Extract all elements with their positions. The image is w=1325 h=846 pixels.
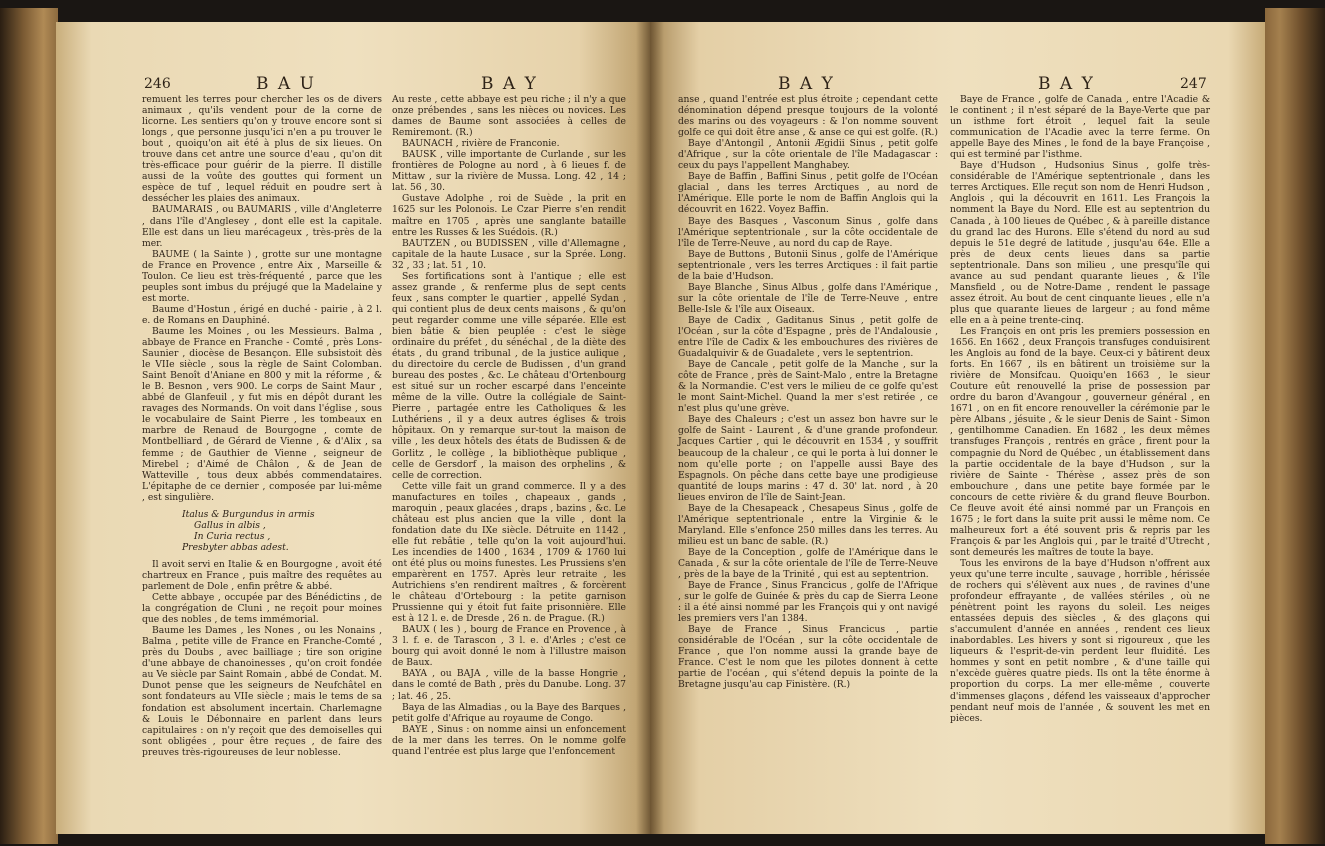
entry-baya-almadias: Baya de las Almadias , ou la Baye des Barques , petit golfe d'Afrique au royaume de Congo. — [392, 701, 626, 724]
left-column-b-head: B A Y — [481, 74, 538, 94]
entry-cadix: Baye de Cadix , Gaditanus Sinus , petit golfe de l'Océan , sur la côte d'Espagne , près de l'Andalousie , entre l'île de Cadix & les embouchures des rivières de Guadalquivir & de Guadalete , vers le septentrion. — [678, 314, 938, 360]
entry-baunach: BAUNACH , rivière de Franconie. — [402, 138, 560, 150]
entry-france-afrique: Baye de France , Sinus Francicus , golfe de l'Afrique , sur le golfe de Guinée & près du cap de Sierra Leone : il a été ainsi nommé par les François qui y ont navigé les premiers vers l'an 1384. — [678, 580, 938, 625]
entry-blanche: Baye Blanche , Sinus Albus , golfe dans l'Amérique , sur la côte orientale de l'île de Terre-Neuve , entre Belle-Isle & l'île aux Oiseaux. — [678, 281, 938, 315]
entry-france-canada: Baye de France , golfe de Canada , entre l'Acadie & le continent ; il n'est séparé de la Baye-Verte que par un isthme fort étroit , lequel fait la seule communication de l'Acadie avec la terre ferme. On appelle Baye des Mines , le fond de la baye Françoise , qui est terminé par l'isthme. — [950, 94, 1210, 161]
paragraph: Au reste , cette abbaye est peu riche ; il n'y a que onze prébendes , sans les nièces ou novices. Les dames de Baume sont associées à celles de Remiremont. (R.) — [392, 94, 626, 139]
right-running-head-b: B A Y — [1038, 74, 1095, 94]
epitaph-line: Italus & Burgundus in armis — [182, 508, 315, 520]
paragraph: Il avoit servi en Italie & en Bourgogne , avoit été chartreux en France , puis maître des requêtes au parlement de Dole , enfin prêtre & abbé. — [142, 558, 382, 593]
entry-buttons: Baye de Buttons , Butonii Sinus , golfe de l'Amérique septentrionale , vers les terres Arctiques : il fait partie de la baie d'Hudson. — [678, 248, 938, 282]
entry-chaleurs: Baye des Chaleurs ; c'est un assez bon havre sur le golfe de Saint - Laurent , & d'une grande profondeur. Jacques Cartier , qui le découvrit en 1534 , y souffrit beaucoup de la chaleur , ce qui le porta à lui donner le nom qu'elle porte ; on l'appelle aussi Baye des Espagnols. On pêche dans cette baye une prodigieuse quantité de loups marins : 47 d. 30' lat. nord , à 20 lieues environ de l'île de Saint-Jean. — [678, 414, 938, 503]
entry-baume-hostun: Baume d'Hostun , érigé en duché - pairie , à 2 l. e. de Romans en Dauphiné. — [142, 303, 382, 326]
entry-cancale: Baye de Cancale , petit golfe de la Manche , sur la côte de France , près de Saint-Malo , entre la Bretagne & la Normandie. C'est vers le milieu de ce golfe qu'est le mont Saint-Michel. Quand la mer s'est retirée , ce n'est plus qu'une grève. — [678, 359, 938, 415]
entry-baume-sainte: BAUME ( la Sainte ) , grotte sur une montagne de France en Provence , entre Aix , Marseille & Toulon. Ce lieu est très-fréquenté , parce que les peuples sont imbus du préjugé que la Madelaine y est morte. — [142, 248, 382, 304]
paragraph: Gustave Adolphe , roi de Suède , la prit en 1625 sur les Polonois. Le Czar Pierre s'en rendit maître en 1705 , après une sanglante bataille entre les Russes & les Suédois. (R.) — [392, 193, 626, 238]
left-running-head: B A U — [256, 74, 316, 94]
entry-baume-moines: Baume les Moines , ou les Messieurs. Balma , abbaye de France en Franche - Comté , près Lons-Saunier , diocèse de Besançon. Elle subsistoit dès le VIIe siècle , sous la règle de Saint Colomban. Saint Benoît d'Aniane en 800 y mit la réforme , & le B. Besnon , vers 900. Le corps de Saint Maur , abbé de Glanfeuil , y fut mis en dépôt durant les ravages des Normands. On voit dans l'église , sous le vocabulaire de Saint Pierre , les tombeaux en marbre de Renaud de Bourgogne , comte de Montbelliard , de Gérard de Vienne , & d'Alix , sa femme ; de Gauthier de Vienne , seigneur de Mirebel ; d'Aimé de Châlon , & de Jean de Watteville , tous deux abbés commendataires. L'épitaphe de ce dernier , composée par lui-même , est singulière. — [142, 325, 382, 503]
epitaph-line: Presbyter abbas adest. — [182, 541, 289, 553]
right-page-number: 247 — [1180, 76, 1207, 92]
paragraph: Les François en ont pris les premiers possession en 1656. En 1662 , deux François transfuges conduisirent les Anglois au fond de la baye. Ceux-ci y bâtirent deux forts. En 1667 , ils en bâtirent un troisième sur la rivière de Monsifcau. Quoiqu'en 1663 , le sieur Couture eût renouvellé la prise de possession par ordre du baron d'Avangour , gouverneur général , en 1671 , on en fit encore renouveller la cérémonie par le père Albans , jésuite , & le sieur Denis de Saint - Simon , gentilhomme Canadien. En 1682 , les deux mêmes transfuges François , rentrés en grâce , firent pour la compagnie du Nord de Québec , un établissement dans la partie occidentale de la baye d'Hudson , sur la rivière de Sainte - Thérèse , assez près de son embouchure , dans une petite baye formée par le concours de cette rivière & du grand fleuve Bourbon. Ce fleuve avoit été ainsi nommé par un François en 1675 ; le fort dans la suite prit aussi le même nom. Ce malheureux fort a été souvent pris & repris par les François & par les Anglois qui , par le traité d'Utrecht , sont demeurés les maîtres de toute la baye. — [950, 325, 1210, 558]
paragraph: Tous les environs de la baye d'Hudson n'offrent aux yeux qu'une terre inculte , sauvage , horrible , hérissée de rochers qui s'élèvent aux nues , de ravines d'une profondeur effrayante , de vallées stériles , où ne pénètrent point les rayons du soleil. Les neiges entassées depuis des siècles , & des glaçons qui s'accumulent d'année en années , rendent ces lieux inabordables. Les hivers y sont si rigoureux , que les liqueurs & l'esprit-de-vin perdent leur fluidité. Les hommes y sont en petit nombre , & d'une taille qui n'excède guères quatre pieds. Ils ont la tête énorme à proportion du corps. La mer elle-même , couverte d'immenses glaçons , défend les vaisseaux d'approcher pendant neuf mois de l'année , & souvent les met en pièces. — [950, 557, 1210, 724]
entry-baffin: Baye de Baffin , Baffini Sinus , petit golfe de l'Océan glacial , dans les terres Arctiques , au nord de l'Amérique. Elle porte le nom de Baffin Anglois qui la découvrit en 1622. Voyez Baffin. — [678, 171, 938, 216]
entry-hudson: Baye d'Hudson , Hudsonius Sinus , golfe très-considérable de l'Amérique septentrionale , dans les terres Arctiques. Elle reçut son nom de Henri Hudson , Anglois , qui la découvrit en 1611. Les François la nomment la Baye du Nord. Elle est au septentrion du Canada , à 100 lieues de Québec , & à pareille distance du grand lac des Hurons. Elle s'étend du nord au sud depuis le 51e degré de latitude , jusqu'au 64e. Elle a près de deux cents lieues dans sa partie septentrionale. Dans son milieu , une presqu'île qui avance au sud pendant quarante lieues , & l'île Mansfield , ou de Notre-Dame , rendent le passage assez étroit. Au bout de cent cinquante lieues , elle n'a plus que quarante lieues de largeur ; au fond même elle en a à peine trente-cinq. — [950, 160, 1210, 326]
entry-baume-dames: Baume les Dames , les Nones , ou les Nonains , Balma , petite ville de France en Franche-Comté , près du Doubs , avec bailliage ; tire son origine d'une abbaye de chanoinesses , qu'on croit fondée au Ve siècle par Saint Romain , abbé de Condat. M. Dunot pense que les seigneurs de Neufchâtel en sont fondateurs au VIIe siècle ; mais le tems de sa fondation est absolument incertain. Charlemagne & Louis le Débonnaire en parlent dans leurs capitulaires : on n'y reçoit que des demoiselles qui sont obligées , pour être reçues , de faire des preuves très-rigoureuses de leur noblesse. — [142, 625, 382, 758]
right-running-head-a: B A Y — [778, 74, 835, 94]
left-column-b — [392, 94, 626, 757]
right-column-a — [678, 94, 938, 691]
right-page — [650, 22, 1265, 834]
entry-chesapeack: Baye de la Chesapeack , Chesapeus Sinus , golfe de l'Amérique septentrionale , entre la Virginie & le Maryland. Elle s'enfonce 250 milles dans les terres. Au milieu est un banc de sable. (R.) — [678, 502, 938, 547]
entry-antongil: Baye d'Antongil , Antonii Ægidii Sinus , petit golfe d'Afrique , sur la côte orientale de l'île Madagascar : ceux du pays l'appellent Manghabey. — [678, 138, 938, 172]
epitaph-line: Gallus in albis , — [194, 519, 266, 531]
paragraph: anse , quand l'entrée est plus étroite ; cependant cette dénomination dépend presque toujours de la volonté des marins ou des voyageurs : & l'on nomme souvent golfe ce qui doit être anse , & anse ce qui est golfe. (R.) — [678, 94, 938, 139]
epitaph-line: In Curia rectus , — [194, 530, 271, 542]
paragraph: Ses fortifications sont à l'antique ; elle est assez grande , & renferme plus de sept cents feux , sans compter le quartier , appellé Sydan , qui contient plus de deux cents maisons , & qu'on peut regarder comme une ville séparée. Elle est bien bâtie & bien peuplée : c'est le siège ordinaire du préfet , du sénéchal , de la diète des états , du grand tribunal , de la justice aulique , du directoire du cercle de Budissen , d'un grand bureau des postes , &c. Le château d'Ortenbourg est situé sur un rocher escarpé dans l'enceinte même de la ville. Outre la collégiale de Saint-Pierre , partagée entre les Catholiques & les Luthériens , il y a deux autres églises & trois hôpitaux. On y remarque sur-tout la maison de ville , les deux hôtels des états de Budissen & de Gorlitz , le collège , la bibliothèque publique , celle de Gersdorf , la maison des orphelins , & celle de correction. — [392, 270, 626, 481]
entry-france-ocean: Baye de France , Sinus Francicus , partie considérable de l'Océan , sur la côte occidentale de France , que l'on nomme aussi la grande baye de France. C'est le nom que les pilotes donnent à cette partie de l'océan , qui s'étend depuis la pointe de la Bretagne jusqu'au cap Finistère. (R.) — [678, 624, 938, 691]
right-column-b — [950, 94, 1210, 724]
left-page-number: 246 — [144, 76, 171, 92]
paragraph: Cette ville fait un grand commerce. Il y a des manufactures en toiles , chapeaux , gands , maroquin , peaux glacées , draps , bazins , &c. Le château est plus ancien que la ville , dont la fondation date du IXe siècle. Détruite en 1142 , elle fut rebâtie , telle qu'on la voit aujourd'hui. Les incendies de 1400 , 1634 , 1709 & 1760 lui ont été plus ou moins funestes. Les Prussiens s'en emparèrent en 1757. Après leur retraite , les Autrichiens s'en rendirent maîtres , & forcèrent le château d'Ortebourg : la petite garnison Prussienne qui y étoit fut faite prisonnière. Elle est à 12 l. e. de Dresde , 26 n. de Prague. (R.) — [392, 480, 626, 625]
entry-baye: BAYE , Sinus : on nomme ainsi un enfoncement de la mer dans les terres. On le nomme golfe quand l'entrée est plus large que l'enfoncement — [392, 723, 626, 757]
entry-conception: Baye de la Conception , golfe de l'Amérique dans le Canada , & sur la côte orientale de l'île de Terre-Neuve , près de la baye de la Trinité , qui est au septentrion. — [678, 546, 938, 581]
entry-baya: BAYA , ou BAJA , ville de la basse Hongrie , dans le comté de Bath , près du Danube. Long. 37 ; lat. 46 , 25. — [392, 668, 626, 702]
entry-bautzen: BAUTZEN , ou BUDISSEN , ville d'Allemagne , capitale de la haute Lusace , sur la Sprée. Long. 32 , 33 ; lat. 51 , 10. — [392, 237, 626, 271]
entry-baumarais: BAUMARAIS , ou BAUMARIS , ville d'Angleterre , dans l'île d'Anglesey , dont elle est la capitale. Elle est dans un lieu marécageux , très-près de la mer. — [142, 204, 382, 249]
epitaph — [182, 509, 382, 553]
left-page — [56, 22, 650, 834]
entry-bausk: BAUSK , ville importante de Curlande , sur les frontières de Pologne au nord , à 6 lieues f. de Mittaw , sur la rivière de Mussa. Long. 42 , 14 ; lat. 56 , 30. — [392, 149, 626, 194]
paragraph: Cette abbaye , occupée par des Bénédictins , de la congrégation de Cluni , ne reçoit pour moines que des nobles , de tems immémorial. — [142, 592, 382, 626]
entry-baux: BAUX ( les ) , bourg de France en Provence , à 3 l. f. e. de Tarascon , 3 l. e. d'Arles ; c'est ce bourg qui avoit donné le nom à l'illustre maison de Baux. — [392, 624, 626, 669]
entry-basques: Baye des Basques , Vasconum Sinus , golfe dans l'Amérique septentrionale , sur la côte occidentale de l'île de Terre-Neuve , au nord du cap de Raye. — [678, 215, 938, 249]
left-page-edges — [0, 8, 58, 844]
paragraph: remuent les terres pour chercher les os de divers animaux , qu'ils vendent pour de la corne de licorne. Les sentiers qu'on y trouve encore sont si longs , que personne jusqu'ici n'en a pu trouver le bout , quoiqu'on ait été à plus de six lieues. On trouve dans cet antre une source d'eau , qu'on dit très-efficace pour guérir de la pierre. Il distille aussi de la voûte des gouttes qui forment un espèce de tuf , lequel réduit en poudre sert à dessécher les plaies des animaux. — [142, 94, 382, 205]
left-column-a — [142, 94, 382, 758]
right-page-edges — [1265, 8, 1325, 844]
book-gutter — [636, 22, 664, 834]
